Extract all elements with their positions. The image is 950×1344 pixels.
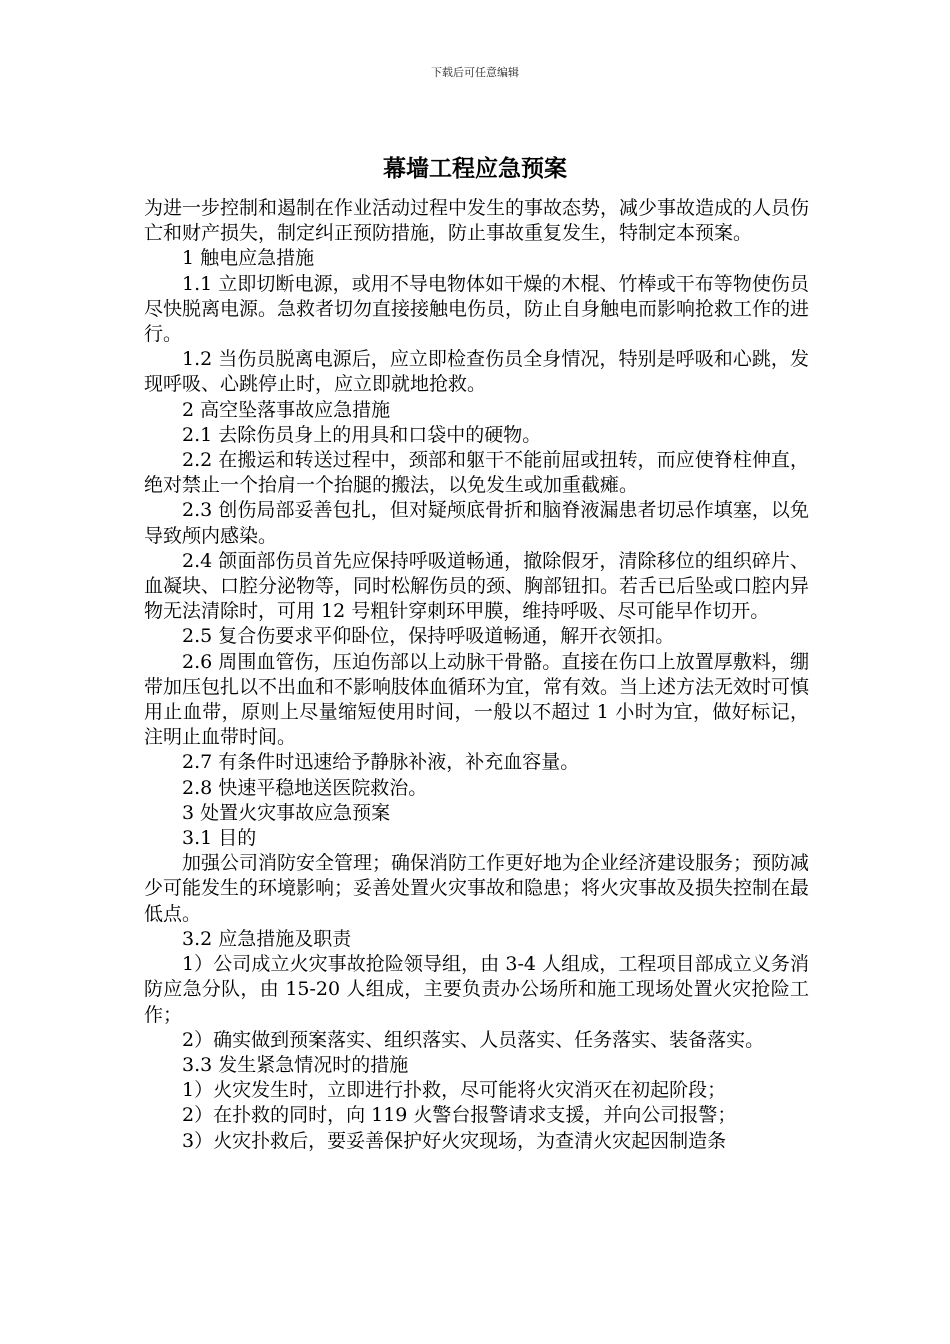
paragraph: 1.1 立即切断电源，或用不导电物体如干燥的木棍、竹棒或干布等物使伤员尽快脱离电源。急救者切勿直接接触电伤员，防止自身触电而影响抢救工作的进行。 bbox=[144, 272, 810, 346]
paragraph: 2.4 颌面部伤员首先应保持呼吸道畅通，撤除假牙，清除移位的组织碎片、血凝块、口腔分泌物等，同时松解伤员的颈、胸部钮扣。若舌已后坠或口腔内异物无法清除时，可用 12 号粗针穿刺环甲膜，维持呼吸、尽可能早作切开。 bbox=[144, 549, 810, 623]
paragraph: 3.3 发生紧急情况时的措施 bbox=[182, 1053, 409, 1076]
paragraph: 3）火灾扑救后，要妥善保护好火灾现场，为查清火灾起因制造条 bbox=[182, 1129, 727, 1152]
paragraph: 2）在扑救的同时，向 119 火警台报警请求支援，并向公司报警； bbox=[182, 1104, 737, 1127]
paragraph: 2.1 去除伤员身上的用具和口袋中的硬物。 bbox=[182, 423, 542, 446]
paragraph: 1 触电应急措施 bbox=[182, 247, 315, 270]
paragraph: 3 处置火灾事故应急预案 bbox=[182, 801, 391, 824]
paragraph: 2.2 在搬运和转送过程中，颈部和躯干不能前屈或扭转，而应使脊柱伸直，绝对禁止一个抬肩一个抬腿的搬法，以免发生或加重截瘫。 bbox=[144, 449, 809, 497]
paragraph: 2）确实做到预案落实、组织落实、人员落实、任务落实、装备落实。 bbox=[182, 1028, 765, 1051]
paragraph: 3.2 应急措施及职责 bbox=[182, 927, 352, 950]
paragraph: 1）公司成立火灾事故抢险领导组，由 3-4 人组成，工程项目部成立义务消防应急分队，由 15-20 人组成，主要负责办公场所和施工现场处置火灾抢险工作； bbox=[144, 953, 809, 1026]
header-note: 下载后可任意编辑 bbox=[431, 66, 519, 79]
paragraph: 2.6 周围血管伤，压迫伤部以上动脉干骨骼。直接在伤口上放置厚敷料，绷带加压包扎以不出血和不影响肢体血循环为宜，常有效。当上述方法无效时可慎用止血带，原则上尽量缩短使用时间，一般以不超过 1 小时为宜，做好标记，注明止血带时间。 bbox=[144, 650, 810, 749]
paragraph: 2.5 复合伤要求平仰卧位，保持呼吸道畅通，解开衣领扣。 bbox=[182, 625, 675, 648]
document-title: 幕墙工程应急预案 bbox=[383, 155, 567, 182]
paragraph: 2 高空坠落事故应急措施 bbox=[182, 398, 391, 421]
paragraph: 1.2 当伤员脱离电源后，应立即检查伤员全身情况，特别是呼吸和心跳，发现呼吸、心跳停止时，应立即就地抢救。 bbox=[144, 348, 809, 396]
document-body bbox=[144, 196, 809, 1154]
paragraph: 2.8 快速平稳地送医院救治。 bbox=[182, 776, 428, 799]
paragraph: 2.3 创伤局部妥善包扎，但对疑颅底骨折和脑脊液漏患者切忌作填塞，以免导致颅内感染。 bbox=[144, 499, 809, 547]
paragraph: 加强公司消防安全管理；确保消防工作更好地为企业经济建设服务；预防减少可能发生的环境影响；妥善处置火灾事故和隐患；将火灾事故及损失控制在最低点。 bbox=[144, 852, 810, 925]
paragraph: 2.7 有条件时迅速给予静脉补液，补充血容量。 bbox=[182, 751, 580, 774]
paragraph: 3.1 目的 bbox=[182, 827, 257, 850]
paragraph: 为进一步控制和遏制在作业活动过程中发生的事故态势，减少事故造成的人员伤亡和财产损失，制定纠正预防措施，防止事故重复发生，特制定本预案。 bbox=[144, 197, 810, 245]
paragraph: 1）火灾发生时，立即进行扑救，尽可能将火灾消灭在初起阶段； bbox=[182, 1079, 727, 1102]
